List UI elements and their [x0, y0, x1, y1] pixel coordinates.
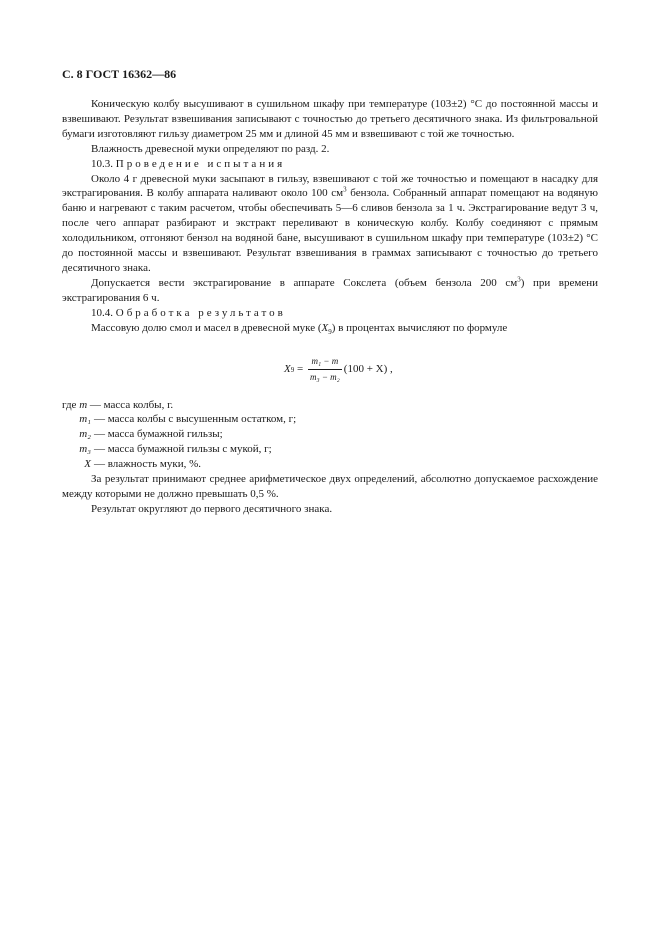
paragraph-rounding: Результат округляют до первого десятичного знака.: [91, 502, 333, 515]
def-symbol: m₁: [79, 413, 91, 426]
superscript: 3: [517, 275, 521, 284]
paragraph-extraction: [62, 172, 598, 276]
section-10-4-heading: [62, 306, 598, 321]
definition-row: [62, 457, 598, 472]
paragraph-result-average: За результат принимают среднее арифметическое двух определений, абсолютно допускаемое расхождение между которыми не должно превышать 0,5 %.: [62, 473, 598, 500]
def-text: — масса колбы, г.: [89, 398, 174, 411]
formula: X 9 = $\frac{\text{m₁ − m}}{\text{m₃ − m₂}}$ (100 + X) ,: [284, 350, 393, 390]
text-segment: ) в процентах вычисляют по формуле: [331, 321, 508, 334]
paragraph-soxhlet: [62, 276, 598, 306]
def-symbol: m₂: [79, 428, 91, 441]
definition-row: [62, 427, 598, 442]
def-text: — влажность муки, %.: [94, 458, 201, 471]
formula-block: [62, 350, 598, 390]
formula-rhs: (100 + X) ,: [343, 363, 393, 376]
subscript: 9: [328, 327, 332, 336]
section-10-3-heading: [62, 157, 598, 172]
definition-row: [62, 412, 598, 427]
section-number: 10.4.: [91, 306, 113, 319]
formula-lhs: X: [284, 363, 291, 376]
def-text: — масса бумажной гильзы с мукой, г;: [94, 443, 272, 456]
formula-equals: =: [294, 363, 306, 376]
fraction-denominator: m₃ − m₂: [308, 369, 342, 385]
paragraph-moisture: Влажность древесной муки определяют по разд. 2.: [91, 142, 330, 155]
def-text: — масса колбы с высушенным остатком, г;: [94, 413, 297, 426]
text-segment: ) при времени экстрагирования 6 ч.: [62, 276, 598, 304]
document-body: [62, 97, 598, 517]
paragraph-formula-intro: [62, 321, 598, 336]
page-header: С. 8 ГОСТ 16362—86: [62, 67, 177, 81]
definition-row: [62, 442, 598, 457]
def-text: — масса бумажной гильзы;: [94, 428, 223, 441]
paragraph-flask-drying: Коническую колбу высушивают в сушильном шкафу при температуре (103±2) °С до постоянной массы и взвешивают. Результат взвешивания записывают с точностью до третьего десятичного знака. Из фильтровальной бумаги изготовляют гильзу диаметром 25 мм и длиной 45 мм и взвешивают с той же точностью.: [62, 98, 598, 140]
text-segment: Массовую долю смол и масел в древесной муке (: [91, 321, 322, 334]
formula-fraction: [308, 354, 342, 385]
superscript: 3: [343, 185, 347, 194]
def-symbol: X: [84, 458, 91, 471]
section-title: Проведение испытания: [115, 157, 286, 170]
def-symbol: m: [79, 398, 88, 411]
section-number: 10.3.: [91, 157, 113, 170]
text-segment: Около 4 г древесной муки засыпают в гильзу, взвешивают с той же точностью и помещают в насадку для экстрагирования. В колбу аппарата наливают около 100 см: [62, 172, 598, 200]
where-word: где: [62, 398, 77, 411]
fraction-numerator: m₁ − m: [311, 356, 339, 367]
definitions-intro: [62, 398, 598, 413]
section-title: Обработка результатов: [115, 306, 286, 319]
text-segment: бензола. Собранный аппарат помещают на водяную баню и нагревают с таким расчетом, чтобы обеспечивать 5—6 сливов бензола за 1 ч. Экстрагирование ведут 3 ч, после чего аппарат разбирают и экстракт переливают в коническую колбу. Колбу соединяют с прямым холодильником, отгоняют бензол на водяной бане, высушивают в сушильном шкафу при температуре (103±2) °С до постоянной массы и взвешивают. Результат взвешивания в граммах записывают с точностью до третьего десятичного знака.: [62, 187, 598, 274]
def-symbol: m₃: [79, 443, 91, 456]
variable-x: X: [321, 321, 329, 334]
text-segment: Допускается вести экстрагирование в аппарате Сокслета (объем бензола 200 см: [91, 276, 518, 289]
